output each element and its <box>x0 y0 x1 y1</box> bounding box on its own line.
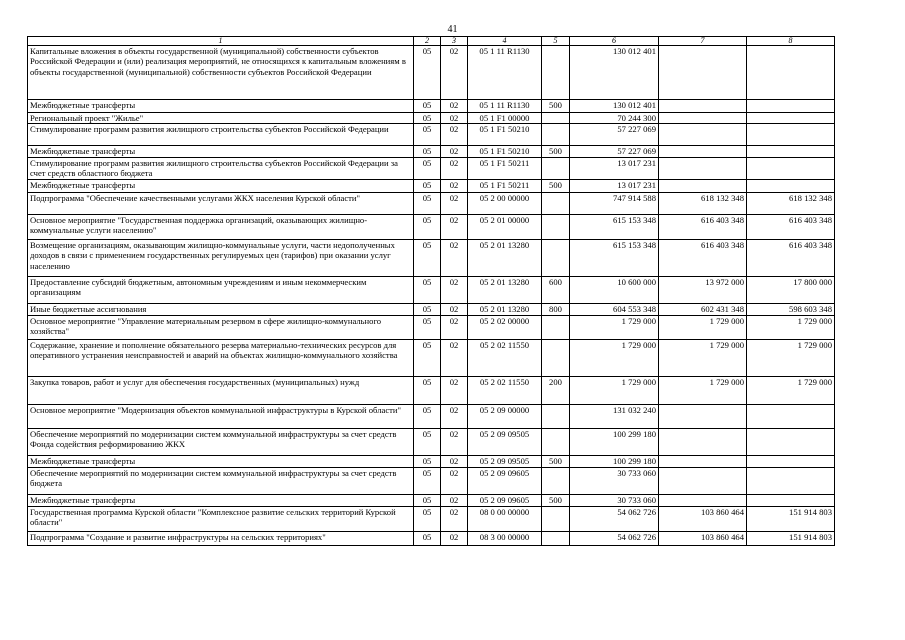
target-article-code: 05 1 F1 50211 <box>468 179 542 192</box>
row-name: Обеспечение мероприятий по модернизации систем коммунальной инфраструктуры за счет средств Фонда содействия реформированию ЖКХ <box>28 428 414 455</box>
amount-year-2 <box>659 404 747 428</box>
row-name: Межбюджетные трансферты <box>28 100 414 113</box>
table-row <box>28 455 835 467</box>
amount-year-2 <box>659 146 747 157</box>
amount-year-1: 54 062 726 <box>570 531 659 545</box>
row-name: Иные бюджетные ассигнования <box>28 303 414 315</box>
section-code: 05 <box>414 506 441 531</box>
row-name: Основное мероприятие "Модернизация объектов коммунальной инфраструктуры в Курской области" <box>28 404 414 428</box>
subsection-code: 02 <box>441 276 468 303</box>
amount-year-3 <box>747 494 835 506</box>
amount-year-1: 30 733 060 <box>570 467 659 494</box>
target-article-code: 08 0 00 00000 <box>468 506 542 531</box>
table-row <box>28 467 835 494</box>
row-name: Межбюджетные трансферты <box>28 179 414 192</box>
subsection-code: 02 <box>441 179 468 192</box>
subsection-code: 02 <box>441 124 468 146</box>
target-article-code: 05 2 02 11550 <box>468 376 542 404</box>
amount-year-1: 1 729 000 <box>570 315 659 339</box>
amount-year-1: 604 553 348 <box>570 303 659 315</box>
row-name: Основное мероприятие "Государственная поддержка организаций, оказывающих жилищно-коммунальные услуги населению" <box>28 214 414 239</box>
table-row <box>28 404 835 428</box>
subsection-code: 02 <box>441 113 468 124</box>
amount-year-3: 1 729 000 <box>747 376 835 404</box>
expense-type-code: 600 <box>542 276 570 303</box>
subsection-code: 02 <box>441 494 468 506</box>
table-row <box>28 376 835 404</box>
expense-type-code <box>542 404 570 428</box>
row-name: Предоставление субсидий бюджетным, автономным учреждениям и иным некоммерческим организациям <box>28 276 414 303</box>
subsection-code: 02 <box>441 339 468 376</box>
amount-year-2 <box>659 494 747 506</box>
section-code: 05 <box>414 315 441 339</box>
amount-year-1: 13 017 231 <box>570 179 659 192</box>
row-name: Подпрограмма "Обеспечение качественными услугами ЖКХ населения Курской области" <box>28 192 414 214</box>
section-code: 05 <box>414 404 441 428</box>
subsection-code: 02 <box>441 157 468 179</box>
expense-type-code: 500 <box>542 455 570 467</box>
target-article-code: 05 1 F1 50210 <box>468 124 542 146</box>
target-article-code: 05 2 01 00000 <box>468 214 542 239</box>
target-article-code: 05 2 00 00000 <box>468 192 542 214</box>
header-cell: 3 <box>441 37 468 46</box>
amount-year-3: 616 403 348 <box>747 214 835 239</box>
target-article-code: 05 2 01 13280 <box>468 239 542 276</box>
amount-year-1: 100 299 180 <box>570 428 659 455</box>
section-code: 05 <box>414 467 441 494</box>
amount-year-3 <box>747 113 835 124</box>
row-name: Межбюджетные трансферты <box>28 494 414 506</box>
row-name: Межбюджетные трансферты <box>28 146 414 157</box>
amount-year-1: 57 227 069 <box>570 146 659 157</box>
expense-type-code <box>542 192 570 214</box>
table-row <box>28 239 835 276</box>
row-name: Государственная программа Курской области "Комплексное развитие сельских территорий Курской области" <box>28 506 414 531</box>
amount-year-3 <box>747 179 835 192</box>
amount-year-3 <box>747 404 835 428</box>
expense-type-code <box>542 339 570 376</box>
amount-year-2: 1 729 000 <box>659 315 747 339</box>
subsection-code: 02 <box>441 100 468 113</box>
subsection-code: 02 <box>441 46 468 100</box>
section-code: 05 <box>414 494 441 506</box>
table-body <box>28 37 835 546</box>
amount-year-1: 130 012 401 <box>570 100 659 113</box>
section-code: 05 <box>414 100 441 113</box>
amount-year-1: 1 729 000 <box>570 376 659 404</box>
amount-year-2 <box>659 467 747 494</box>
row-name: Подпрограмма "Создание и развитие инфраструктуры на сельских территориях" <box>28 531 414 545</box>
section-code: 05 <box>414 339 441 376</box>
amount-year-2: 602 431 348 <box>659 303 747 315</box>
row-name: Возмещение организациям, оказывающим жилищно-коммунальные услуги, части недополученных доходов в связи с применением государственных регулируемых цен (тарифов) при оказании услуг населению <box>28 239 414 276</box>
amount-year-1: 615 153 348 <box>570 239 659 276</box>
expense-type-code: 500 <box>542 179 570 192</box>
expense-type-code <box>542 531 570 545</box>
table-row <box>28 506 835 531</box>
amount-year-3 <box>747 455 835 467</box>
target-article-code: 05 1 F1 50210 <box>468 146 542 157</box>
subsection-code: 02 <box>441 315 468 339</box>
amount-year-3 <box>747 467 835 494</box>
amount-year-3: 151 914 803 <box>747 531 835 545</box>
amount-year-3 <box>747 124 835 146</box>
amount-year-2: 103 860 464 <box>659 506 747 531</box>
subsection-code: 02 <box>441 404 468 428</box>
amount-year-1: 1 729 000 <box>570 339 659 376</box>
expense-type-code <box>542 315 570 339</box>
amount-year-1: 70 244 300 <box>570 113 659 124</box>
target-article-code: 05 1 F1 50211 <box>468 157 542 179</box>
subsection-code: 02 <box>441 192 468 214</box>
row-name: Стимулирование программ развития жилищного строительства субъектов Российской Федерации <box>28 124 414 146</box>
expense-type-code: 500 <box>542 146 570 157</box>
subsection-code: 02 <box>441 467 468 494</box>
header-cell: 8 <box>747 37 835 46</box>
amount-year-1: 10 600 000 <box>570 276 659 303</box>
subsection-code: 02 <box>441 303 468 315</box>
target-article-code: 05 1 F1 00000 <box>468 113 542 124</box>
amount-year-3: 151 914 803 <box>747 506 835 531</box>
section-code: 05 <box>414 214 441 239</box>
table-row <box>28 46 835 100</box>
row-name: Содержание, хранение и пополнение обязательного резерва материально-технических ресурсов для оперативного устранения неисправностей и аварий на объектах жилищно-коммунального хозяйства <box>28 339 414 376</box>
amount-year-3: 17 800 000 <box>747 276 835 303</box>
section-code: 05 <box>414 113 441 124</box>
target-article-code: 05 2 09 09605 <box>468 467 542 494</box>
table-row <box>28 113 835 124</box>
header-cell: 1 <box>28 37 414 46</box>
table-row <box>28 124 835 146</box>
amount-year-1: 54 062 726 <box>570 506 659 531</box>
table-row <box>28 494 835 506</box>
section-code: 05 <box>414 146 441 157</box>
target-article-code: 05 2 09 00000 <box>468 404 542 428</box>
table-row <box>28 339 835 376</box>
header-cell: 2 <box>414 37 441 46</box>
section-code: 05 <box>414 276 441 303</box>
table-row <box>28 315 835 339</box>
amount-year-3 <box>747 428 835 455</box>
header-cell: 5 <box>542 37 570 46</box>
row-name: Межбюджетные трансферты <box>28 455 414 467</box>
table-row <box>28 157 835 179</box>
section-code: 05 <box>414 46 441 100</box>
target-article-code: 05 2 02 00000 <box>468 315 542 339</box>
amount-year-1: 13 017 231 <box>570 157 659 179</box>
subsection-code: 02 <box>441 239 468 276</box>
amount-year-1: 100 299 180 <box>570 455 659 467</box>
amount-year-3 <box>747 157 835 179</box>
table-row <box>28 100 835 113</box>
target-article-code: 08 3 00 00000 <box>468 531 542 545</box>
row-name: Закупка товаров, работ и услуг для обеспечения государственных (муниципальных) нужд <box>28 376 414 404</box>
row-name: Региональный проект "Жилье" <box>28 113 414 124</box>
amount-year-2 <box>659 455 747 467</box>
amount-year-3: 1 729 000 <box>747 339 835 376</box>
budget-table <box>27 36 835 546</box>
amount-year-3: 616 403 348 <box>747 239 835 276</box>
row-name: Капитальные вложения в объекты государственной (муниципальной) собственности субъектов Российской Федерации и (или) реализация мероприятий, не относящихся к капитальным вложениям в объекты государственной (муниципальной) собственности субъектов Российской Федерации <box>28 46 414 100</box>
amount-year-1: 57 227 069 <box>570 124 659 146</box>
section-code: 05 <box>414 239 441 276</box>
expense-type-code <box>542 157 570 179</box>
header-cell: 4 <box>468 37 542 46</box>
amount-year-3 <box>747 100 835 113</box>
amount-year-2 <box>659 124 747 146</box>
expense-type-code: 800 <box>542 303 570 315</box>
expense-type-code: 500 <box>542 100 570 113</box>
amount-year-3 <box>747 46 835 100</box>
amount-year-3: 598 603 348 <box>747 303 835 315</box>
section-code: 05 <box>414 157 441 179</box>
amount-year-2 <box>659 100 747 113</box>
row-name: Стимулирование программ развития жилищного строительства субъектов Российской Федерации за счет средств областного бюджета <box>28 157 414 179</box>
section-code: 05 <box>414 428 441 455</box>
amount-year-2: 13 972 000 <box>659 276 747 303</box>
amount-year-1: 130 012 401 <box>570 46 659 100</box>
amount-year-2 <box>659 113 747 124</box>
expense-type-code <box>542 239 570 276</box>
subsection-code: 02 <box>441 506 468 531</box>
expense-type-code <box>542 467 570 494</box>
expense-type-code <box>542 46 570 100</box>
expense-type-code <box>542 113 570 124</box>
page-number: 41 <box>447 24 458 35</box>
row-name: Основное мероприятие "Управление материальным резервом в сфере жилищно-коммунального хозяйства" <box>28 315 414 339</box>
amount-year-3: 1 729 000 <box>747 315 835 339</box>
target-article-code: 05 2 09 09505 <box>468 455 542 467</box>
subsection-code: 02 <box>441 428 468 455</box>
table-row <box>28 428 835 455</box>
table-row <box>28 146 835 157</box>
section-code: 05 <box>414 303 441 315</box>
amount-year-2: 616 403 348 <box>659 214 747 239</box>
subsection-code: 02 <box>441 146 468 157</box>
subsection-code: 02 <box>441 531 468 545</box>
table-row <box>28 531 835 545</box>
table-row <box>28 214 835 239</box>
table-row <box>28 276 835 303</box>
target-article-code: 05 1 11 R1130 <box>468 100 542 113</box>
amount-year-2: 616 403 348 <box>659 239 747 276</box>
column-number-row <box>28 37 835 46</box>
target-article-code: 05 1 11 R1130 <box>468 46 542 100</box>
amount-year-2: 1 729 000 <box>659 376 747 404</box>
section-code: 05 <box>414 455 441 467</box>
subsection-code: 02 <box>441 455 468 467</box>
header-cell: 7 <box>659 37 747 46</box>
row-name: Обеспечение мероприятий по модернизации систем коммунальной инфраструктуры за счет средств бюджета <box>28 467 414 494</box>
amount-year-3 <box>747 146 835 157</box>
subsection-code: 02 <box>441 214 468 239</box>
amount-year-1: 131 032 240 <box>570 404 659 428</box>
target-article-code: 05 2 09 09505 <box>468 428 542 455</box>
section-code: 05 <box>414 179 441 192</box>
amount-year-2 <box>659 157 747 179</box>
subsection-code: 02 <box>441 376 468 404</box>
section-code: 05 <box>414 192 441 214</box>
expense-type-code <box>542 428 570 455</box>
table-row <box>28 192 835 214</box>
amount-year-1: 30 733 060 <box>570 494 659 506</box>
expense-type-code: 500 <box>542 494 570 506</box>
amount-year-2: 103 860 464 <box>659 531 747 545</box>
section-code: 05 <box>414 531 441 545</box>
expense-type-code <box>542 124 570 146</box>
expense-type-code <box>542 506 570 531</box>
amount-year-2 <box>659 179 747 192</box>
amount-year-3: 618 132 348 <box>747 192 835 214</box>
expense-type-code <box>542 214 570 239</box>
table-row <box>28 179 835 192</box>
table-row <box>28 303 835 315</box>
header-cell: 6 <box>570 37 659 46</box>
expense-type-code: 200 <box>542 376 570 404</box>
amount-year-2: 1 729 000 <box>659 339 747 376</box>
target-article-code: 05 2 01 13280 <box>468 276 542 303</box>
section-code: 05 <box>414 376 441 404</box>
target-article-code: 05 2 09 09605 <box>468 494 542 506</box>
target-article-code: 05 2 01 13280 <box>468 303 542 315</box>
amount-year-2 <box>659 428 747 455</box>
amount-year-1: 615 153 348 <box>570 214 659 239</box>
target-article-code: 05 2 02 11550 <box>468 339 542 376</box>
section-code: 05 <box>414 124 441 146</box>
amount-year-1: 747 914 588 <box>570 192 659 214</box>
amount-year-2: 618 132 348 <box>659 192 747 214</box>
amount-year-2 <box>659 46 747 100</box>
